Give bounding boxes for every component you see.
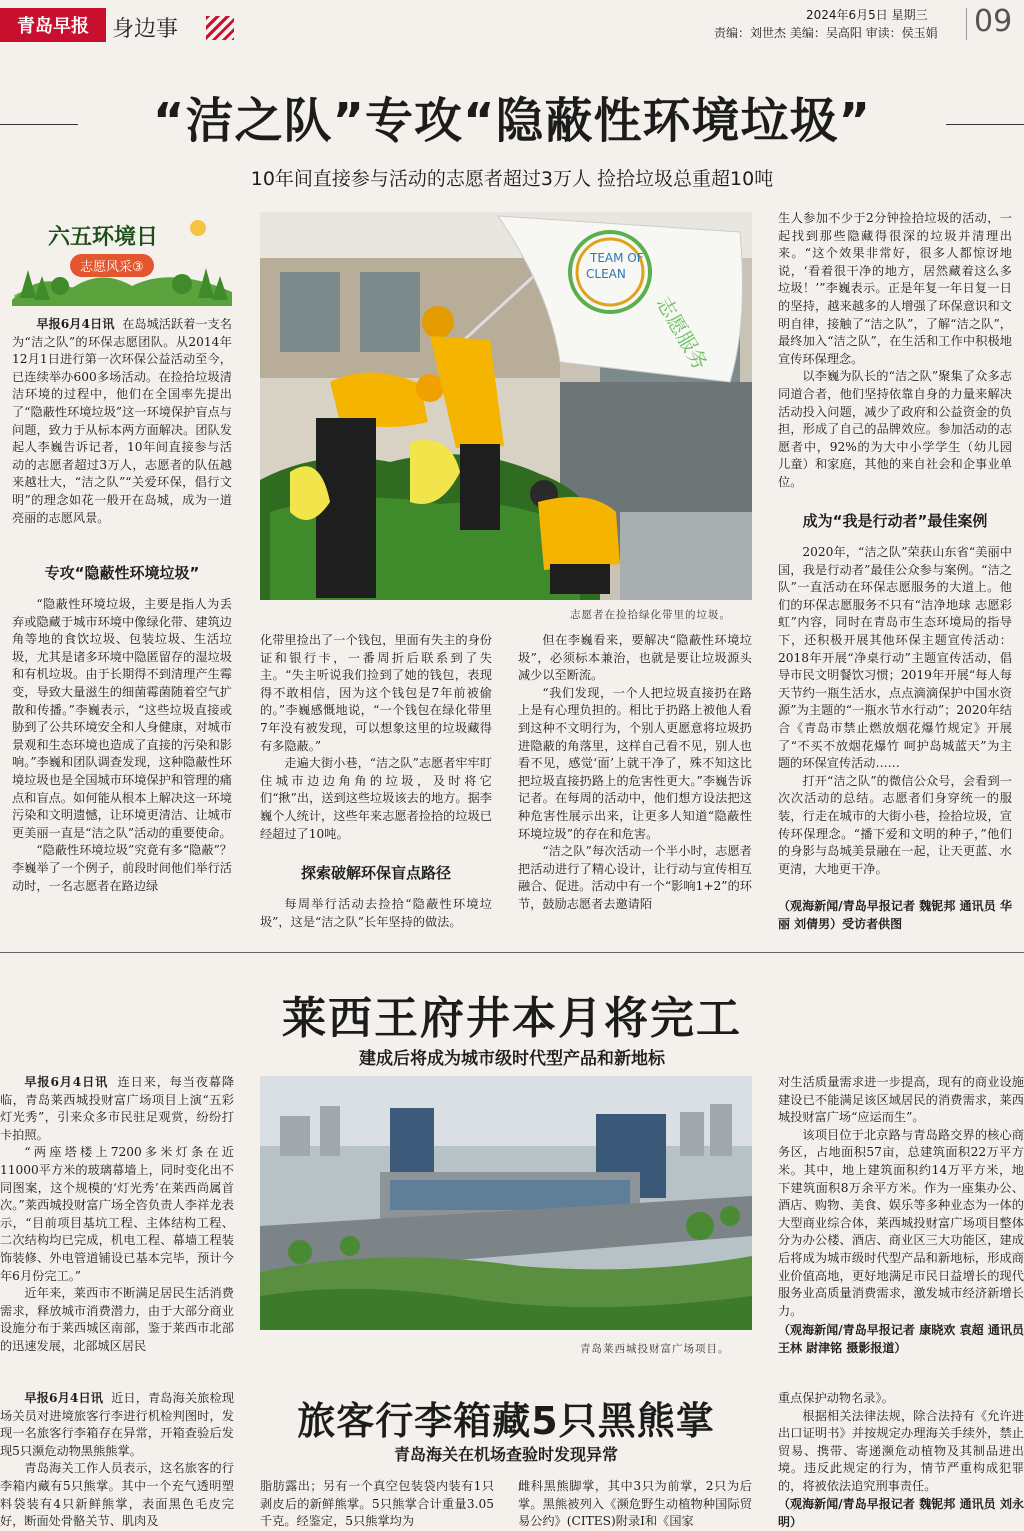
story3-column-4: [778, 1390, 1024, 1496]
story3-dateline: 早报6月4日讯: [24, 1391, 104, 1405]
story2-paragraph: “两座塔楼上7200多米灯条在近11000平方米的玻璃幕墙上，同时变化出不同图案，这个规模的‘灯光秀’在莱西尚属首次。”莱西城投财富广场全咨负责人李祥龙表示，“目前项目基坑工程、主体结构工程、二次结构均已完成，机电工程、幕墙工程装饰装修、外电管道铺设已基本完毕，预计今年6月份完工。”: [0, 1145, 234, 1283]
story3-headline: 旅客行李箱藏5只黑熊掌: [297, 1399, 715, 1443]
story3-column-1: [0, 1390, 234, 1531]
decorative-stripe: [206, 16, 234, 40]
story1-paragraph: 每周举行活动去捡拾“隐蔽性环境垃圾”，这是“洁之队”长年坚持的做法。: [260, 897, 492, 929]
story3-column-3: [518, 1478, 752, 1531]
story2-deck: 建成后将成为城市级时代型产品和新地标: [359, 1049, 665, 1069]
story1-paragraph: 走遍大街小巷，“洁之队”志愿者牢牢盯住城市边边角角的垃圾，及时将它们“揪”出，送到这些垃圾该去的地方。据李巍个人统计，这些年来志愿者捡拾的垃圾已经超过了10吨。: [260, 756, 492, 841]
story2-paragraph: 连日来，每当夜幕降临，青岛莱西城投财富广场项目上演“五彩灯光秀”，引来众多市民驻足观赏，纷纷打卡拍照。: [0, 1075, 234, 1142]
story3-paragraph: 雌科黑熊脚掌，其中3只为前掌，2只为后掌。黑熊被列入《濒危野生动植物种国际贸易公约》(CITES)附录Ⅰ和《国家: [518, 1479, 752, 1529]
story2-paragraph: 该项目位于北京路与青岛路交界的核心商务区，占地面积57亩，总建筑面积22万平方米。其中，地上建筑面积约14万平方米，地下建筑面积8万余平方米。作为一座集办公、酒店、购物、美食、娱乐等多种业态为一体的大型商业综合体，莱西城投财富广场项目整体分为办公楼、酒店、商业区三大功能区，建成后将成为城市级时代型产品和新地标，形成商业价值高地，更好地满足市民日益增长的现代服务业高质量消费需求，激发城市经济新增长力。: [778, 1127, 1024, 1318]
story1-paragraph: 在岛城活跃着一支名为“洁之队”的环保志愿团队。从2014年12月1日进行第一次环保公益活动至今，已连续举办600多场活动。在捡拾垃圾清洁环境的过程中，他们在全国率先提出了“隐蔽性环境垃圾”这一环境保护盲点与问题，致力于从标本两方面解决。团队发起人李巍告诉记者，10年间直接参与活动的志愿者超过3万人，志愿者的队伍越来越壮大，“洁之队”“关爱环保，倡行文明”的理念如花一般开在岛城，成为一道亮丽的志愿风景。: [12, 317, 232, 525]
story1-dateline: 早报6月4日讯: [36, 317, 115, 331]
newspaper-logo: 青岛早报: [0, 8, 106, 42]
mall-aerial-illustration: [260, 1076, 752, 1330]
page-number: 09: [974, 4, 1013, 39]
flag-logo-text: TEAM OF: [590, 251, 644, 265]
story1-paragraph: “我们发现，一个人把垃圾直接扔在路上是有心理负担的。相比于扔路上被他人看到这种不文明行为，个别人更愿意将垃圾扔进隐蔽的角落里，这样自己看不见，别人也看不见，感觉‘面’上就干净了，殊不知这比把垃圾直接扔路上的危害性更大。”李巍告诉记者。在每周的活动中，他们想方设法把这种危害性展示出来，让更多人知道“隐蔽性环境垃圾”的存在和危害。: [518, 685, 752, 841]
story1-paragraph: “隐蔽性环境垃圾”究竟有多“隐蔽”？李巍举了一个例子，前段时间他们举行活动时，一名志愿者在路边绿: [12, 843, 232, 893]
story3-paragraph: 重点保护动物名录》。: [778, 1391, 894, 1405]
story1-column-1: [12, 316, 232, 546]
mall-aerial-photo: [260, 1076, 752, 1330]
story2-headline: 莱西王府井本月将完工: [282, 993, 742, 1044]
story1-column-1b: [12, 596, 232, 936]
story3-credit: （观海新闻/青岛早报记者 魏铌邦 通讯员 刘永明）: [778, 1497, 1024, 1529]
story1-headline: “洁之队”专攻“隐蔽性环境垃圾”: [152, 93, 872, 149]
story1-paragraph: 以李巍为队长的“洁之队”聚集了众多志同道合者，他们坚持依靠自身的力量来解决活动投入问题，减少了政府和公益资金的负担，形成了自己的品牌效应。参加活动的志愿者中，92%的为大中小学学生（幼儿园儿童）和家庭，其他的来自社会和企事业单位。: [778, 369, 1012, 489]
photo1-caption: 志愿者在捡拾绿化带里的垃圾。: [570, 609, 731, 621]
story3-paragraph: 脂肪露出；另有一个真空包装袋内装有1只剥皮后的新鲜熊掌。5只熊掌合计重量3.05千克。经鉴定，5只熊掌均为: [260, 1479, 494, 1529]
story3-column-2: [260, 1478, 494, 1531]
story1-paragraph: 但在李巍看来，要解决“隐蔽性环境垃圾”，必须标本兼治，也就是要让垃圾源头减少以至断流。: [518, 633, 752, 683]
story2-paragraph: 对生活质量需求进一步提高，现有的商业设施建设已不能满足该区域居民的消费需求，莱西城投财富广场“应运而生”。: [778, 1075, 1024, 1125]
story1-paragraph: 生人参加不少于2分钟捡拾垃圾的活动，一起找到那些隐藏得很深的垃圾并清理出来。“这个效果非常好，很多人都惊讶地说，‘看着很干净的地方，居然藏着这么多垃圾！’”李巍表示。正是年复一年日复一日的坚持，越来越多的人增强了环保意识和文明自律，接触了“洁之队”，了解“洁之队”，最终加入“洁之队”，在生活和工作中积极地宣传环保理念。: [778, 211, 1012, 366]
story1-column-4b: [778, 544, 1012, 898]
story1-subhead-1: 专攻“隐蔽性环境垃圾”: [44, 564, 200, 582]
story1-deck: 10年间直接参与活动的志愿者超过3万人 捡拾垃圾总重超10吨: [250, 168, 774, 190]
editor-credits: 责编：刘世杰 美编：吴高阳 审读：侯玉娟: [714, 26, 938, 40]
page-number-separator: [966, 8, 967, 40]
story1-column-2: [260, 632, 492, 852]
section-title: 身边事: [112, 17, 179, 42]
story1-column-2b: [260, 896, 492, 936]
environment-day-badge: [12, 210, 232, 306]
story1-paragraph: “洁之队”每次活动一个半小时，志愿者把活动进行了精心设计，让行动与宣传相互融合、促进。活动中有一个“影响1+2”的环节，鼓励志愿者去邀请陌: [518, 844, 752, 911]
story3-paragraph: 根据相关法律法规，除合法持有《允许进出口证明书》并按规定办理海关手续外，禁止贸易、携带、寄递濒危动植物及其制品进出境。违反此规定的行为，情节严重构成犯罪的，将被依法追究刑事责任。: [778, 1408, 1024, 1493]
story3-deck: 青岛海关在机场查验时发现异常: [393, 1445, 618, 1464]
svg-text:CLEAN: CLEAN: [586, 267, 626, 281]
volunteers-photo: [260, 212, 752, 600]
story3-paragraph: 青岛海关工作人员表示，这名旅客的行李箱内藏有5只熊掌。其中一个充气透明塑料袋装有4只新鲜熊掌，表面黑色毛皮完好，断面处骨骼关节、肌肉及: [0, 1461, 234, 1529]
story2-credit: （观海新闻/青岛早报记者 康晓欢 袁超 通讯员 王林 尉津铭 摄影报道）: [778, 1323, 1024, 1355]
story1-subhead-2: 探索破解环保盲点路径: [300, 864, 451, 882]
badge-title: 六五环境日: [48, 225, 159, 250]
story1-credit: （观海新闻/青岛早报记者 魏铌邦 通讯员 华丽 刘倩男）受访者供图: [778, 899, 1012, 931]
section-divider: [0, 952, 1024, 953]
story1-subhead-3: 成为“我是行动者”最佳案例: [802, 512, 988, 530]
story1-paragraph: “隐蔽性环境垃圾，主要是指人为丢弃或隐藏于城市环境中像绿化带、建筑边角等地的食饮垃圾、包装垃圾、生活垃圾，尤其是诸多环境中隐匿留存的湿垃圾和有机垃圾。由于长期得不到清理产生霉变，导致大量滋生的细菌霉菌随着空气扩散和传播。”李巍表示，“这些垃圾直接或胁到了公共环境安全和人身健康，对城市景观和生态环境也造成了直接的污染和影响。”李巍和团队调查发现，这种隐蔽性环境垃圾也是全国城市环境保护和管理的痛点和盲点。如何能从根本上解决这一环境污染和文明遗憾，让环境更清洁、让城市更美丽一直是“洁之队”活动的重要使命。: [12, 597, 232, 840]
issue-date: 2024年6月5日 星期三: [806, 8, 928, 22]
story2-column-3: [778, 1074, 1024, 1330]
svg-text:志愿服务: 志愿服务: [651, 292, 713, 374]
story2-column-1: [0, 1074, 234, 1354]
volunteers-photo-illustration: [260, 212, 752, 600]
story1-column-4: [778, 210, 1012, 494]
photo2-caption: 青岛莱西城投财富广场项目。: [580, 1343, 730, 1355]
badge-series-label: 志愿风采③: [70, 254, 154, 277]
story1-paragraph: 打开“洁之队”的微信公众号，会看到一次次活动的总结。志愿者们身穿统一的服装，行走在城市的大街小巷，捡拾垃圾，宣传环保理念。“播下爱和文明的种子，”他们的身影与岛城美景融在一起，让天更蓝、水更清，大地更干净。: [778, 773, 1012, 876]
story1-column-3: [518, 632, 752, 936]
story3-paragraph: 近日，青岛海关旅检现场关员对进境旅客行李进行机检判图时，发现一名旅客行李箱存在异常，开箱查验后发现5只濒危动物黑熊熊掌。: [0, 1391, 234, 1458]
story1-paragraph: 化带里捡出了一个钱包，里面有失主的身份证和银行卡，一番周折后联系到了失主。“失主听说我们捡到了她的钱包，表现得不敢相信，因为这个钱包是7年前被偷的。”李巍感慨地说，“一个钱包在绿化带里7年没有被发现，可以想象这里的垃圾藏得有多隐蔽。”: [260, 633, 492, 753]
story2-dateline: 早报6月4日讯: [24, 1075, 109, 1089]
story2-paragraph: 近年来，莱西市不断满足居民生活消费需求，释放城市消费潜力，由于大部分商业设施分布于莱西城区南部，鉴于莱西市北部的迅速发展，北部城区居民: [0, 1286, 234, 1353]
story1-paragraph: 2020年，“洁之队”荣获山东省“美丽中国，我是行动者”最佳公众参与案例。“洁之队”一直活动在环保志愿服务的大道上。他们的环保志愿服务不只有“洁净地球 志愿彩虹”内容，同时在青岛市生态环境局的指导下，还积极开展其他环保主题宣传活动：2018年开展“净桌行动”主题宣传活动，倡导市民文明餐饮习惯；2019年开展“每人每天节约一瓶生活水，点点滴滴保护中国水资源”为主题的“一瓶水节水行动”；2020年结合《青岛市禁止燃放烟花爆竹规定》开展了“不买不放烟花爆竹 呵护岛城蓝天”为主题的环保宣传活动……: [778, 545, 1012, 771]
